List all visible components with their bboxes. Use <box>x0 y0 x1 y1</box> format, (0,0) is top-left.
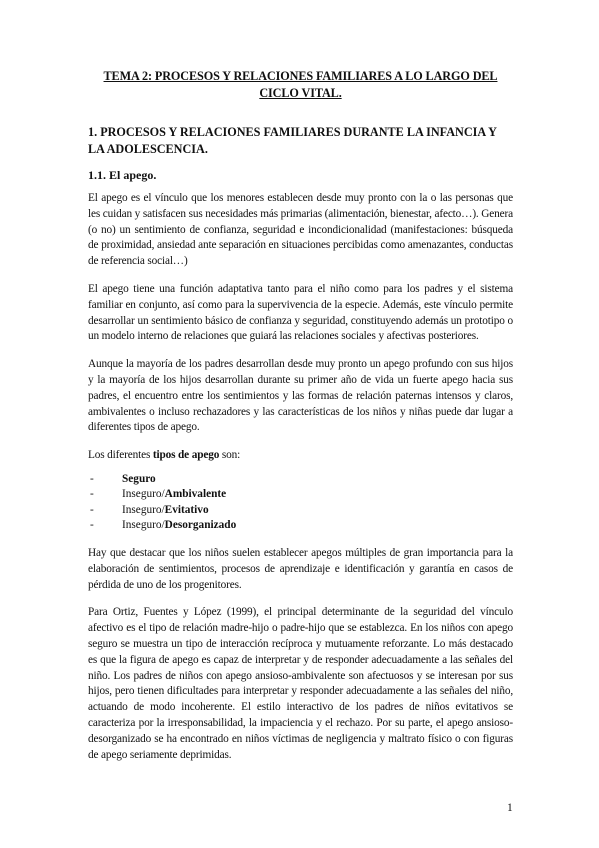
paragraph-apego-function: El apego tiene una función adaptativa tanto para el niño como para los padres y el sistema familiar en conjunto, así como para la supervivencia de la especie. Además, este vínculo permite desarrollar un sentimiento básico de confianza y seguridad, constituyendo además un prototipo o un modelo interno de relaciones que guiará las relaciones sociales y afectivas posteriores. <box>88 282 513 343</box>
list-item-bold: Desorganizado <box>164 519 237 532</box>
paragraph-multiple-attachments: Hay que destacar que los niños suelen establecer apegos múltiples de gran importancia para la elaboración de sentimientos, procesos de aprendizaje e identificación y garantía en casos de pérdida de uno de los progenitores. <box>88 546 513 591</box>
types-intro-before: Los diferentes <box>88 449 153 462</box>
list-bullet: - <box>90 472 94 485</box>
list-item-bold: Evitativo <box>164 503 209 516</box>
list-item <box>88 487 513 503</box>
types-intro <box>88 448 513 464</box>
list-item-bold: Seguro <box>122 472 156 485</box>
list-bullet: - <box>90 503 94 516</box>
list-item-prefix: Inseguro/ <box>122 503 165 516</box>
attachment-types-list <box>88 472 513 534</box>
types-intro-bold: tipos de apego <box>152 449 220 462</box>
paragraph-ortiz-fuentes-lopez: Para Ortiz, Fuentes y López (1999), el principal determinante de la seguridad del vínculo afectivo es el tipo de relación madre-hijo o padre-hijo que se establezca. En los niños con apego seguro se muestra un tipo de interacción recíproca y mutuamente reforzante. Lo más destacado es que la figura de apego es capaz de interpretar y de responder adecuadamente a las señales del niño. Los padres de niños con apego ansioso-ambivalente son afectuosos y se interesan por sus hijos, pero tienen dificultades para interpretar y responder adecuadamente a las señales del niño, actuando de modo incoherente. El estilo interactivo de los padres de niños evitativos se caracteriza por la irresponsabilidad, la impaciencia y el rechazo. Por su parte, el apego ansioso-desorganizado se ha encontrado en niños víctimas de negligencia y maltrato físico o con figuras de apego seriamente deprimidas. <box>88 606 513 761</box>
page-content <box>88 68 513 775</box>
list-bullet: - <box>90 519 94 532</box>
subsection-heading: 1.1. El apego. <box>88 168 157 182</box>
list-bullet: - <box>90 488 94 501</box>
types-intro-after: son: <box>219 449 241 462</box>
list-item <box>88 503 513 519</box>
list-item-prefix: Inseguro/ <box>122 488 165 501</box>
list-item <box>88 472 513 488</box>
paragraph-apego-development: Aunque la mayoría de los padres desarrollan desde muy pronto un apego profundo con sus hijos y la mayoría de los hijos desarrollan durante su primer año de vida un fuerte apego hacia sus padres, el encuentro entre los sentimientos y las formas de relación paternas intensos y claros, ambivalentes o incluso rechazadores y las características de los niños y niñas puede dar lugar a diferentes tipos de apego. <box>88 358 513 434</box>
list-item-prefix: Inseguro/ <box>122 519 165 532</box>
paragraph-apego-definition: El apego es el vínculo que los menores establecen desde muy pronto con la o las personas que les cuidan y satisfacen sus necesidades más primarias (alimentación, bienestar, afecto…). Genera (o no) un sentimiento de confianza, seguridad e incondicionalidad (manifestaciones: búsqueda de proximidad, ansiedad ante separación en situaciones percibidas como amenazantes, conductas de referencia social…) <box>88 192 513 268</box>
section-heading: 1. PROCESOS Y RELACIONES FAMILIARES DURANTE LA INFANCIA Y LA ADOLESCENCIA. <box>88 125 497 156</box>
page-number: 1 <box>507 802 513 814</box>
list-item <box>88 518 513 534</box>
list-item-bold: Ambivalente <box>164 488 227 501</box>
document-title: TEMA 2: PROCESOS Y RELACIONES FAMILIARES A LO LARGO DEL CICLO VITAL. <box>103 69 498 100</box>
